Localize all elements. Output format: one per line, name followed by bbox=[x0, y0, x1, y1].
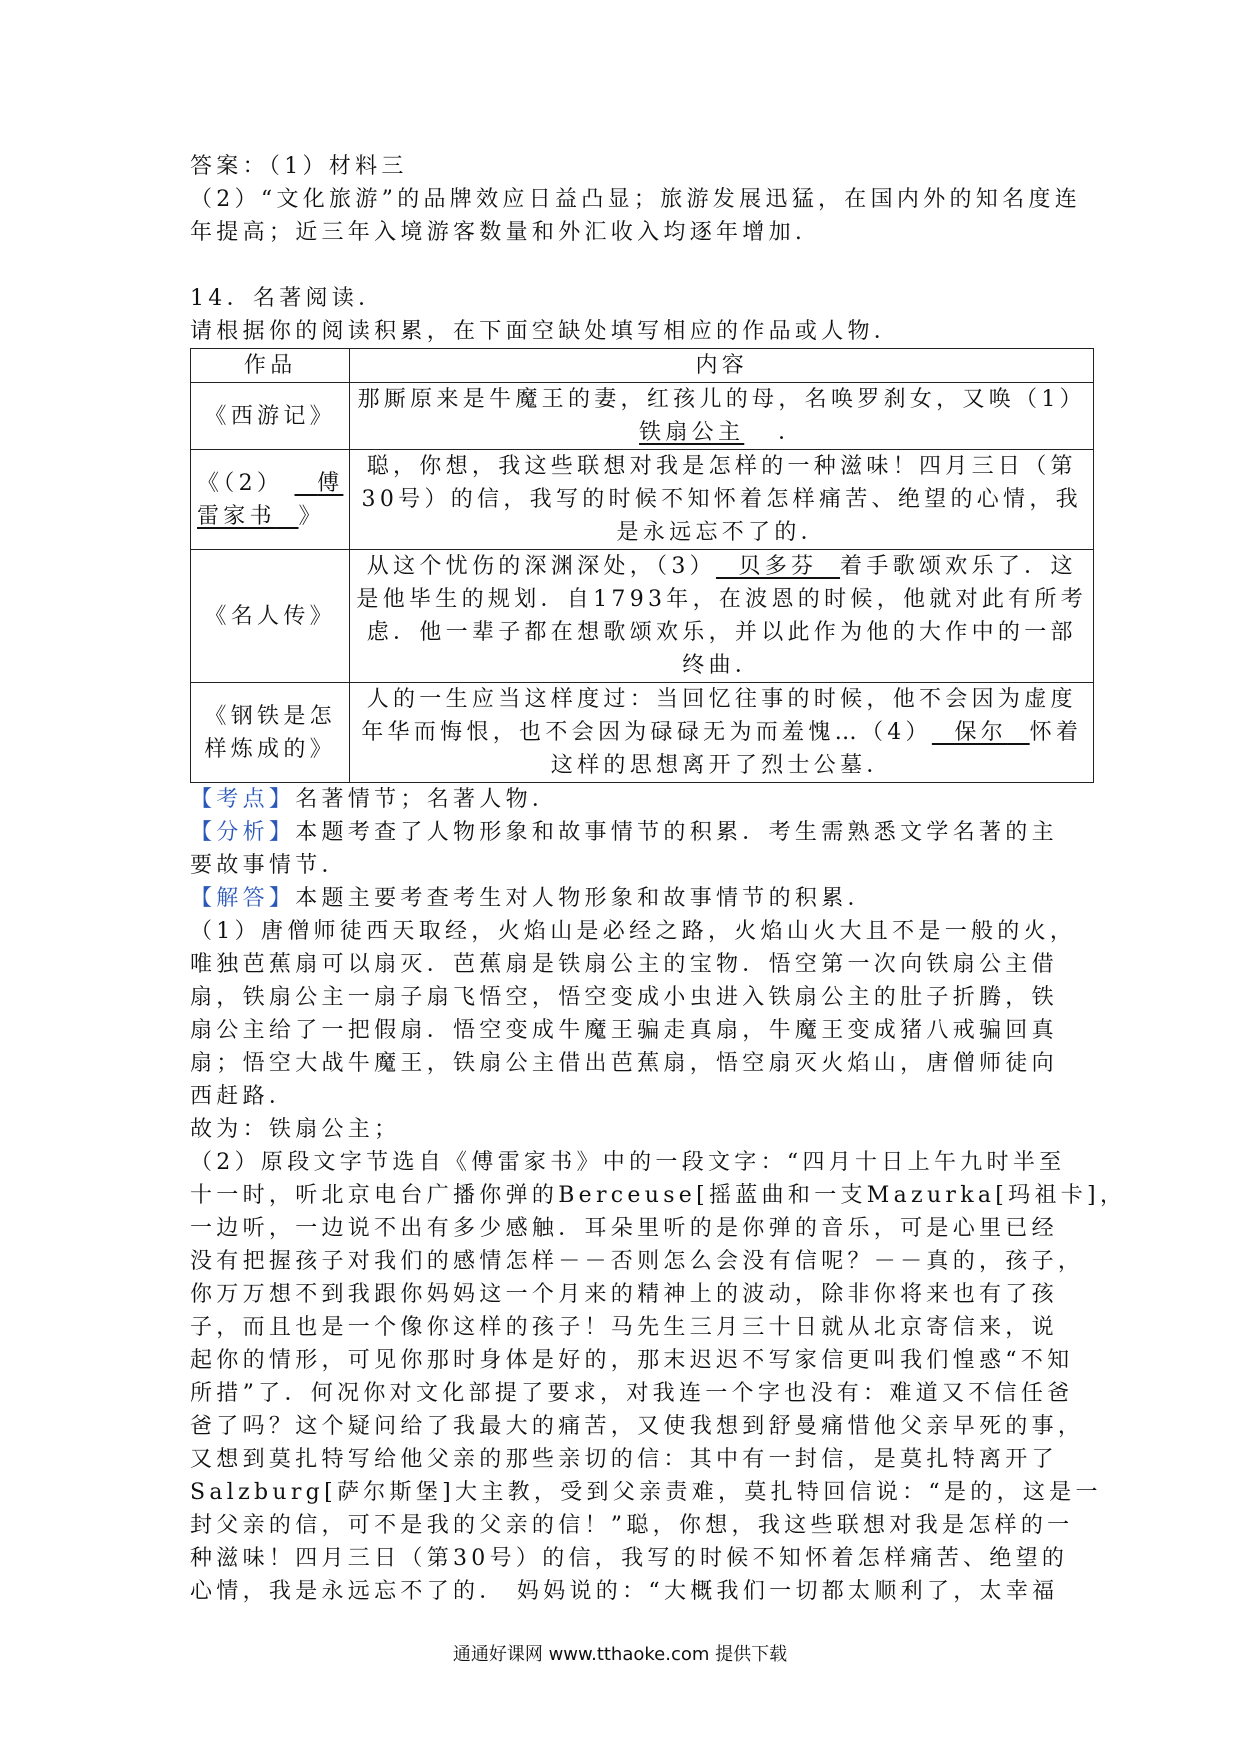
fenxi-line: 【分析】本题考查了人物形象和故事情节的积累．考生需熟悉文学名著的主 bbox=[190, 820, 1058, 845]
paragraph-line: 种滋味！四月三日（第30号）的信，我写的时候不知怀着怎样痛苦、绝望的 bbox=[190, 1546, 1069, 1571]
header-work: 作品 bbox=[191, 349, 350, 383]
paragraph-line: 心情，我是永远忘不了的． 妈妈说的：“大概我们一切都太顺利了，太幸福 bbox=[190, 1579, 1059, 1604]
table-row bbox=[191, 450, 1094, 550]
table-row bbox=[191, 383, 1094, 450]
paragraph-line: 起你的情形，可见你那时身体是好的，那末迟迟不写家信更叫我们惶惑“不知 bbox=[190, 1348, 1074, 1373]
answer-blank: 保尔 bbox=[954, 720, 1008, 745]
content-cell bbox=[350, 383, 1094, 450]
paragraph-line: Salzburg[萨尔斯堡]大主教，受到父亲责难，莫扎特回信说：“是的，这是一 bbox=[190, 1480, 1102, 1505]
work-title: 《名人传》 bbox=[204, 603, 336, 629]
paragraph-line: （1）唐僧师徒西天取经，火焰山是必经之路，火焰山火大且不是一般的火， bbox=[190, 919, 1077, 944]
kaodian-tag: 【考点】 bbox=[190, 787, 296, 812]
answer-blank: 铁扇公主 bbox=[639, 420, 745, 445]
answer-line-1: 答案：（1）材料三 bbox=[190, 154, 408, 179]
paragraph-line: 扇公主给了一把假扇．悟空变成牛魔王骗走真扇，牛魔王变成猪八戒骗回真 bbox=[190, 1018, 1058, 1043]
question-instruction: 请根据你的阅读积累，在下面空缺处填写相应的作品或人物． bbox=[190, 319, 901, 344]
content-line: 是永远忘不了的． bbox=[616, 520, 827, 545]
work-cell bbox=[191, 550, 350, 683]
paragraph-line: 你万万想不到我跟你妈妈这一个月来的精神上的波动，除非你将来也有了孩 bbox=[190, 1282, 1058, 1307]
paragraph-line: 子，而且也是一个像你这样的孩子！马先生三月三十日就从北京寄信来，说 bbox=[190, 1315, 1058, 1340]
content-line: 这样的思想离开了烈士公墓． bbox=[550, 753, 893, 778]
content-line: 虑．他一辈子都在想歌颂欢乐，并以此作为他的大作中的一部 bbox=[366, 620, 1077, 645]
content-cell bbox=[350, 450, 1094, 550]
question-title: 14．名著阅读． bbox=[190, 286, 385, 311]
content-line: 人的一生应当这样度过：当回忆往事的时候，他不会因为虚度 bbox=[366, 687, 1077, 712]
work-title: 样炼成的》 bbox=[204, 736, 336, 762]
guwei-line: 故为：铁扇公主； bbox=[190, 1117, 401, 1142]
answer-line-2: （2）“文化旅游”的品牌效应日益凸显；旅游发展迅猛，在国内外的知名度连 bbox=[190, 187, 1081, 212]
fenxi-tag: 【分析】 bbox=[190, 820, 296, 845]
table-header-row bbox=[191, 349, 1094, 383]
content-line: 终曲． bbox=[682, 653, 762, 678]
work-cell: 《（2） 傅 雷家书 》 bbox=[191, 450, 350, 550]
paragraph-line: 扇；悟空大战牛魔王，铁扇公主借出芭蕉扇，悟空扇灭火焰山，唐僧师徒向 bbox=[190, 1051, 1058, 1076]
spacer bbox=[190, 249, 1070, 282]
answer-blank: 雷家书 bbox=[197, 503, 276, 529]
content-line: 30号）的信，我写的时候不知怀着怎样痛苦、绝望的心情，我 bbox=[361, 487, 1082, 512]
jieda-tag: 【解答】 bbox=[190, 886, 296, 911]
header-content: 内容 bbox=[350, 349, 1094, 383]
content-line: 铁扇公主 ． bbox=[639, 420, 805, 445]
content-cell bbox=[350, 683, 1094, 783]
kaodian-line: 【考点】名著情节；名著人物． bbox=[190, 787, 559, 812]
jieda-line: 【解答】本题主要考查考生对人物形象和故事情节的积累． bbox=[190, 886, 874, 911]
paragraph-line: 扇，铁扇公主一扇子扇飞悟空，悟空变成小虫进入铁扇公主的肚子折腾，铁 bbox=[190, 985, 1058, 1010]
work-cell bbox=[191, 383, 350, 450]
paragraph-line: （2）原段文字节选自《傅雷家书》中的一段文字：“四月十日上午九时半至 bbox=[190, 1150, 1066, 1175]
document-body bbox=[190, 150, 1127, 1608]
content-line: 那厮原来是牛魔王的妻，红孩儿的母，名唤罗刹女，又唤（1） bbox=[357, 387, 1086, 412]
paragraph-line: 西赶路． bbox=[190, 1084, 296, 1109]
paragraph-line: 没有把握孩子对我们的感情怎样－－否则怎么会没有信呢？－－真的，孩子， bbox=[190, 1249, 1085, 1274]
answer-blank: 傅 bbox=[317, 470, 344, 496]
content-line: 是他毕生的规划．自1793年，在波恩的时候，他就对此有所考 bbox=[356, 587, 1088, 612]
works-table bbox=[190, 348, 1094, 783]
work-cell bbox=[191, 683, 350, 783]
table-row bbox=[191, 683, 1094, 783]
page-footer: 通通好课网 www.tthaoke.com 提供下载 bbox=[452, 1644, 788, 1665]
table-row bbox=[191, 550, 1094, 683]
content-line: 聪，你想，我这些联想对我是怎样的一种滋味！四月三日（第 bbox=[366, 454, 1077, 479]
content-line: 从这个忧伤的深渊深处，（3） 贝多芬 着手歌颂欢乐了．这 bbox=[366, 554, 1077, 579]
fenxi-line-2: 要故事情节． bbox=[190, 853, 348, 878]
paragraph-line: 又想到莫扎特写给他父亲的那些亲切的信：其中有一封信，是莫扎特离开了 bbox=[190, 1447, 1058, 1472]
content-line: 年华而悔恨，也不会因为碌碌无为而羞愧…（4） 保尔 怀着 bbox=[361, 720, 1083, 745]
content-cell bbox=[350, 550, 1094, 683]
work-title: 《钢铁是怎 bbox=[204, 703, 336, 729]
paragraph-line: 所措”了．何况你对文化部提了要求，对我连一个字也没有：难道又不信任爸 bbox=[190, 1381, 1074, 1406]
paragraph-line: 爸了吗？这个疑问给了我最大的痛苦，又使我想到舒曼痛惜他父亲早死的事， bbox=[190, 1414, 1085, 1439]
answer-line-3: 年提高；近三年入境游客数量和外汇收入均逐年增加. bbox=[190, 220, 807, 245]
paragraph-line: 唯独芭蕉扇可以扇灭．芭蕉扇是铁扇公主的宝物．悟空第一次向铁扇公主借 bbox=[190, 952, 1058, 977]
paragraph-line: 十一时，听北京电台广播你弹的Berceuse[摇蓝曲和一支Mazurka[玛祖卡]， bbox=[190, 1183, 1127, 1208]
work-title: 《西游记》 bbox=[204, 403, 336, 429]
paragraph-line: 封父亲的信，可不是我的父亲的信！”聪，你想，我这些联想对我是怎样的一 bbox=[190, 1513, 1074, 1538]
answer-blank: 贝多芬 bbox=[738, 554, 818, 579]
paragraph-line: 一边听，一边说不出有多少感触．耳朵里听的是你弹的音乐，可是心里已经 bbox=[190, 1216, 1058, 1241]
